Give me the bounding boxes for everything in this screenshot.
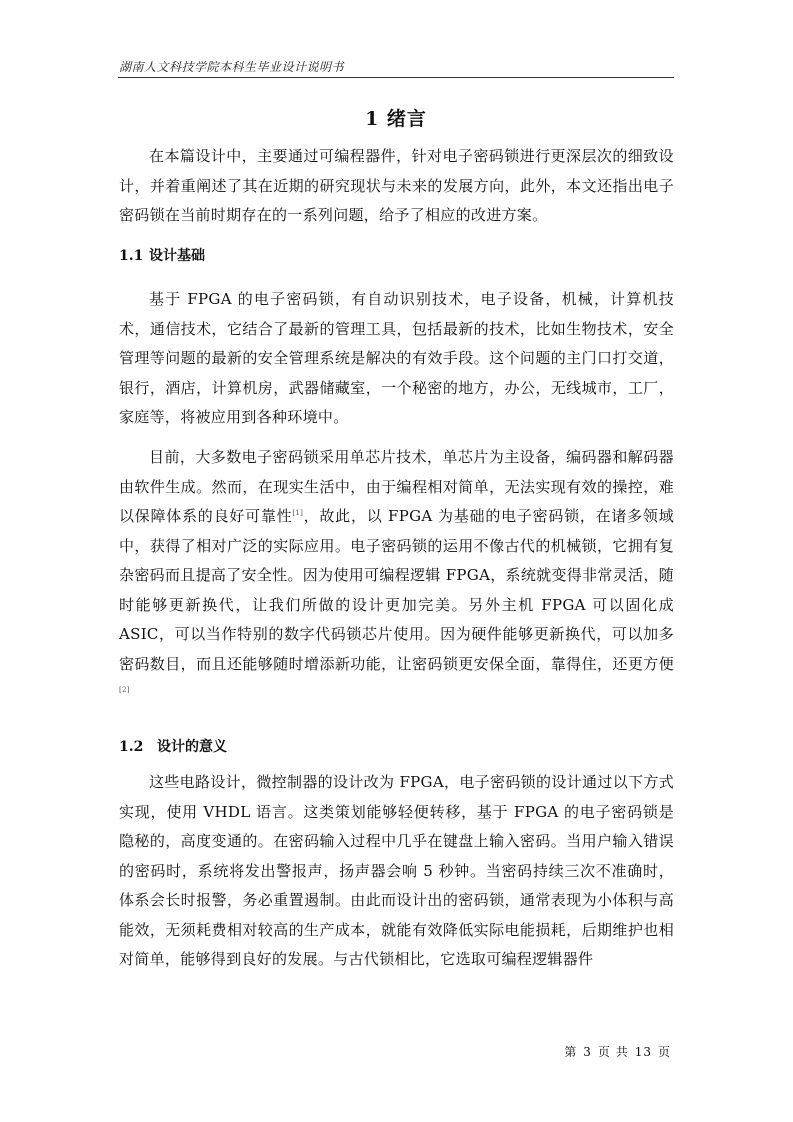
footer-suffix: 页 (657, 1045, 671, 1059)
section-title: 设计基础 (149, 248, 205, 264)
footer-mid: 页 共 (597, 1045, 629, 1059)
total-pages: 13 (634, 1045, 652, 1059)
running-header: 湖南人文科技学院本科生毕业设计说明书 (119, 60, 345, 74)
section-number: 1.2 (119, 739, 144, 755)
page-number: 3 (583, 1045, 592, 1059)
footer-prefix: 第 (564, 1045, 578, 1059)
citation-ref: [1] (292, 509, 304, 517)
section-heading-1-1 (119, 245, 205, 265)
section-1-1-paragraph-1: 基于 FPGA 的电子密码锁，有自动识别技术，电子设备，机械，计算机技术，通信技术，它结合了最新的管理工具，包括最新的技术，比如生物技术，安全管理等问题的最新的安全管理系统是解决的有效手段。这个问题的主门口打交道，银行，酒店，计算机房，武器储藏室，一个秘密的地方，办公，无线城市，工厂，家庭等，将被应用到各种环境中。 (119, 290, 674, 426)
page-footer (561, 1043, 674, 1060)
section-1-2-paragraph-1: 这些电路设计，微控制器的设计改为 FPGA，电子密码锁的设计通过以下方式实现，使用 VHDL 语言。这类策划能够轻便转移，基于 FPGA 的电子密码锁是隐秘的，高度变通的。在密码输入过程中几乎在键盘上输入密码。当用户输入错误的密码时，系统将发出警报声，扬声器会响 5 秒钟。当密码持续三次不准确时，体系会长时报警，务必重置遏制。由此而设计出的密码锁，通常表现为小体积与高能效，无须耗费相对较高的生产成本，就能有效降低实际电能损耗，后期维护也相对简单，能够得到良好的发展。与古代锁相比，它选取可编程逻辑器件 (119, 773, 674, 968)
section-title: 设计的意义 (157, 739, 227, 755)
section-1-1-paragraph-2 (119, 443, 674, 709)
intro-paragraph: 在本篇设计中，主要通过可编程器件，针对电子密码锁进行更深层次的细致设计，并着重阐述了其在近期的研究现状与未来的发展方向，此外，本文还指出电子密码锁在当前时期存在的一系列问题，给予了相应的改进方案。 (119, 147, 674, 224)
paragraph-text: ，故此，以 FPGA 为基础的电子密码锁，在诸多领域中，获得了相对广泛的实际应用。电子密码锁的运用不像古代的机械锁，它拥有复杂密码而且提高了安全性。因为使用可编程逻辑 FPGA，系统就变得非常灵活，随时能够更新换代，让我们所做的设计更加完美。另外主机 FPGA 可以固化成 ASIC，可以当作特别的数字代码锁芯片使用。因为硬件能够更新换代，可以加多密码数目，而且还能够随时增添新功能，让密码锁更安保全面，靠得住，还更方便 (119, 507, 674, 673)
paragraph-text: 目前，大多数电子密码锁采用单芯片技术，单芯片为主设备，编码器和解码器由软件生成。然而，在现实生活中，由于编程相对简单，无法实现有效的操控，难以保障体系的良好可靠性 (119, 448, 674, 525)
section-heading-1-2 (119, 736, 227, 756)
section-number: 1.1 (119, 248, 144, 264)
chapter-title: 1 绪言 (365, 108, 427, 130)
header-divider (118, 77, 674, 78)
citation-ref: [2] (119, 686, 130, 694)
